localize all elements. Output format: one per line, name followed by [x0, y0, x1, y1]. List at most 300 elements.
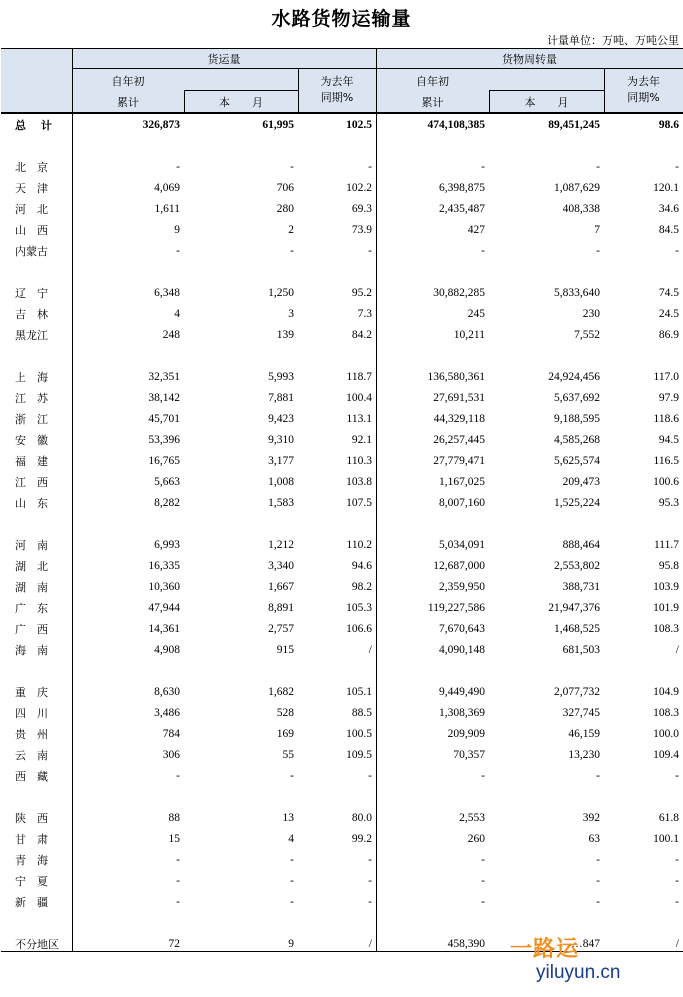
freight-month-cell: 4 — [288, 832, 294, 845]
region-name-cell: 广 西 — [15, 622, 48, 636]
freight-month-cell: 3,177 — [268, 454, 294, 467]
total-row — [1, 114, 683, 135]
turnover-yoy-cell: - — [675, 874, 679, 887]
turnover-yoy-cell: 100.1 — [653, 832, 679, 845]
freight-ytd-cell: 16,765 — [148, 454, 180, 467]
turnover-yoy-cell: 97.9 — [658, 391, 679, 404]
table-row — [1, 240, 683, 261]
freight-yoy-cell — [298, 660, 376, 681]
freight-month-cell: 1,250 — [268, 286, 294, 299]
turnover-ytd-cell: 4,090,148 — [439, 643, 485, 656]
region-name-cell — [1, 660, 72, 681]
turnover-yoy-cell: - — [675, 160, 679, 173]
freight-ytd-cell: - — [176, 244, 180, 257]
region-name-cell: 福 建 — [15, 454, 48, 468]
region-name-cell: 海 南 — [15, 643, 48, 657]
header-yoy-line1-turnover: 为去年 — [627, 75, 660, 88]
turnover-ytd-cell: 136,580,361 — [427, 370, 485, 383]
freight-yoy-cell: 92.1 — [351, 433, 372, 446]
turnover-month-cell: 21,947,376 — [548, 601, 600, 614]
turnover-month-cell: 7 — [594, 223, 600, 236]
freight-yoy-cell: 95.2 — [351, 286, 372, 299]
turnover-ytd-cell: 26,257,445 — [433, 433, 485, 446]
turnover-yoy-cell: 100.0 — [653, 727, 679, 740]
freight-yoy-cell: 69.3 — [351, 202, 372, 215]
table-row — [1, 387, 683, 408]
turnover-yoy-cell: 108.3 — [653, 622, 679, 635]
freight-ytd-cell: 16,335 — [148, 559, 180, 572]
turnover-yoy-cell: 103.9 — [653, 580, 679, 593]
turnover-yoy-cell: - — [675, 244, 679, 257]
turnover-ytd-cell: 427 — [467, 223, 485, 236]
freight-month-cell: - — [290, 769, 294, 782]
turnover-yoy-cell — [604, 513, 683, 534]
turnover-month-cell — [489, 660, 604, 681]
freight-month-cell — [184, 786, 298, 807]
turnover-month-cell: …847 — [571, 937, 600, 950]
table-row — [1, 408, 683, 429]
freight-ytd-cell — [72, 135, 184, 156]
spacer-row — [1, 135, 683, 156]
turnover-yoy-cell: - — [675, 769, 679, 782]
freight-ytd-cell: 6,348 — [154, 286, 180, 299]
turnover-month-cell — [489, 261, 604, 282]
turnover-ytd-cell — [376, 345, 489, 366]
region-name-cell: 山 东 — [15, 496, 48, 510]
turnover-yoy-cell — [604, 261, 683, 282]
region-name-cell: 云 南 — [15, 748, 48, 762]
turnover-yoy-cell: 116.5 — [653, 454, 679, 467]
freight-yoy-cell: 80.0 — [351, 811, 372, 824]
freight-month-cell — [184, 261, 298, 282]
turnover-ytd-cell — [376, 912, 489, 933]
region-name-cell: 四 川 — [15, 706, 48, 720]
table-row — [1, 807, 683, 828]
region-name-cell: 河 北 — [15, 202, 48, 216]
region-name-cell: 甘 肃 — [15, 832, 48, 846]
freight-ytd-cell — [72, 660, 184, 681]
turnover-ytd-cell: 9,449,490 — [439, 685, 485, 698]
region-name-cell: 湖 北 — [15, 559, 48, 573]
turnover-month-cell — [489, 786, 604, 807]
freight-yoy-cell — [298, 513, 376, 534]
spacer-row — [1, 912, 683, 933]
table-row — [1, 471, 683, 492]
freight-month-cell: - — [290, 895, 294, 908]
turnover-month-cell: 681,503 — [562, 643, 600, 656]
header-group-turnover: 货物周转量 — [502, 53, 557, 66]
freight-ytd-cell: 47,944 — [148, 601, 180, 614]
freight-yoy-cell: 105.1 — [346, 685, 372, 698]
turnover-yoy-cell: 84.5 — [658, 223, 679, 236]
turnover-month-cell: 888,464 — [562, 538, 600, 551]
turnover-month-cell: 24,924,456 — [548, 370, 600, 383]
freight-month-cell: 1,667 — [268, 580, 294, 593]
table-row — [1, 723, 683, 744]
region-name-cell: 广 东 — [15, 601, 48, 615]
turnover-month-cell: 46,159 — [568, 727, 600, 740]
freight-ytd-cell: 6,993 — [154, 538, 180, 551]
turnover-yoy-cell: 86.9 — [658, 328, 679, 341]
table-row — [1, 282, 683, 303]
turnover-ytd-cell: 458,390 — [447, 937, 485, 950]
table-row — [1, 870, 683, 891]
freight-month-cell: 1,008 — [268, 475, 294, 488]
freight-yoy-cell: 84.2 — [351, 328, 372, 341]
turnover-ytd-cell: 1,167,025 — [439, 475, 485, 488]
turnover-yoy-cell: 74.5 — [658, 286, 679, 299]
freight-yoy-cell: - — [368, 244, 372, 257]
freight-yoy-cell: / — [368, 643, 372, 656]
turnover-month-cell: 209,473 — [562, 475, 600, 488]
turnover-month-cell: 5,625,574 — [554, 454, 600, 467]
region-name-cell: 吉 林 — [15, 307, 48, 321]
turnover-yoy-cell: 95.8 — [658, 559, 679, 572]
freight-ytd-cell: 4 — [174, 307, 180, 320]
turnover-month-cell: 4,585,268 — [554, 433, 600, 446]
freight-ytd-cell: 14,361 — [148, 622, 180, 635]
header-yoy-line2: 同期% — [320, 91, 354, 104]
table-row — [1, 576, 683, 597]
table-row — [1, 366, 683, 387]
region-name-cell — [1, 135, 72, 156]
turnover-ytd-cell: - — [481, 895, 485, 908]
freight-yoy-cell: - — [368, 160, 372, 173]
turnover-month-cell: - — [596, 244, 600, 257]
turnover-month-cell: 408,338 — [562, 202, 600, 215]
freight-month-cell — [184, 912, 298, 933]
region-name-cell: 湖 南 — [15, 580, 48, 594]
region-name-cell: 江 西 — [15, 475, 48, 489]
freight-ytd-cell: 32,351 — [148, 370, 180, 383]
turnover-ytd-cell — [376, 261, 489, 282]
turnover-month-cell: - — [596, 895, 600, 908]
freight-ytd-cell: 10,360 — [148, 580, 180, 593]
freight-yoy-cell: - — [368, 853, 372, 866]
header-ytd-line1-turnover: 自年初 — [416, 75, 449, 88]
freight-ytd-cell: 5,663 — [154, 475, 180, 488]
turnover-ytd-cell: 7,670,643 — [439, 622, 485, 635]
freight-yoy-cell: 109.5 — [346, 748, 372, 761]
turnover-month-cell: 89,451,245 — [548, 118, 600, 131]
freight-yoy-cell: 102.5 — [346, 118, 372, 131]
turnover-yoy-cell: / — [675, 937, 679, 950]
freight-month-cell: 1,583 — [268, 496, 294, 509]
turnover-ytd-cell: 2,359,950 — [439, 580, 485, 593]
region-name-cell — [1, 912, 72, 933]
turnover-month-cell: 230 — [582, 307, 600, 320]
freight-ytd-cell: 9 — [174, 223, 180, 236]
region-name-cell: 内蒙古 — [15, 244, 48, 258]
turnover-ytd-cell — [376, 786, 489, 807]
freight-ytd-cell: - — [176, 769, 180, 782]
freight-yoy-cell: 94.6 — [351, 559, 372, 572]
table-row — [1, 891, 683, 912]
freight-month-cell: 55 — [282, 748, 294, 761]
freight-yoy-cell — [298, 912, 376, 933]
turnover-ytd-cell: 8,007,160 — [439, 496, 485, 509]
freight-month-cell: 9,423 — [268, 412, 294, 425]
freight-yoy-cell: 88.5 — [351, 706, 372, 719]
region-name-cell: 重 庆 — [15, 685, 48, 699]
region-name-cell: 黑龙江 — [15, 328, 48, 342]
turnover-ytd-cell: 12,687,000 — [433, 559, 485, 572]
freight-ytd-cell: 53,396 — [148, 433, 180, 446]
freight-ytd-cell: - — [176, 874, 180, 887]
table-row — [1, 303, 683, 324]
turnover-ytd-cell: 30,882,285 — [433, 286, 485, 299]
freight-yoy-cell: 118.7 — [346, 370, 372, 383]
turnover-month-cell: 1,087,629 — [554, 181, 600, 194]
freight-ytd-cell: 38,142 — [148, 391, 180, 404]
freight-month-cell: 13 — [282, 811, 294, 824]
freight-month-cell: 169 — [276, 727, 294, 740]
region-name-cell: 辽 宁 — [15, 286, 48, 300]
region-name-cell: 陕 西 — [15, 811, 48, 825]
turnover-yoy-cell: 117.0 — [653, 370, 679, 383]
freight-yoy-cell: 107.5 — [346, 496, 372, 509]
turnover-ytd-cell: 474,108,385 — [427, 118, 485, 131]
freight-yoy-cell: - — [368, 874, 372, 887]
turnover-month-cell — [489, 513, 604, 534]
header-ytd-line1: 自年初 — [111, 75, 145, 88]
page-title: 水路货物运输量 — [271, 8, 412, 30]
turnover-yoy-cell: 108.3 — [653, 706, 679, 719]
turnover-yoy-cell — [604, 345, 683, 366]
table-row — [1, 702, 683, 723]
turnover-month-cell: 2,077,732 — [554, 685, 600, 698]
freight-yoy-cell: - — [368, 895, 372, 908]
freight-month-cell: 7,881 — [268, 391, 294, 404]
freight-ytd-cell: 306 — [162, 748, 180, 761]
turnover-yoy-cell: 104.9 — [653, 685, 679, 698]
table-row — [1, 828, 683, 849]
region-name-cell: 西 藏 — [15, 769, 48, 783]
turnover-ytd-cell: - — [481, 874, 485, 887]
header-month: 本 月 — [219, 96, 263, 109]
table-row — [1, 555, 683, 576]
region-name-cell — [1, 261, 72, 282]
freight-ytd-cell — [72, 261, 184, 282]
turnover-ytd-cell: 2,435,487 — [439, 202, 485, 215]
freight-yoy-cell — [298, 786, 376, 807]
freight-yoy-cell — [298, 345, 376, 366]
region-name-cell: 山 西 — [15, 223, 48, 237]
table-row — [1, 765, 683, 786]
table-row — [1, 492, 683, 513]
freight-yoy-cell: 99.2 — [351, 832, 372, 845]
turnover-yoy-cell: 100.6 — [653, 475, 679, 488]
freight-month-cell — [184, 660, 298, 681]
turnover-yoy-cell: 111.7 — [653, 538, 679, 551]
turnover-ytd-cell: - — [481, 853, 485, 866]
table-row — [1, 639, 683, 660]
header-yoy-line1: 为去年 — [320, 75, 354, 88]
freight-yoy-cell: 7.3 — [357, 307, 372, 320]
table-row — [1, 534, 683, 555]
table-row — [1, 681, 683, 702]
header-ytd-line2: 累计 — [117, 96, 139, 109]
turnover-yoy-cell: 109.4 — [653, 748, 679, 761]
region-name-cell: 江 苏 — [15, 391, 48, 405]
turnover-month-cell: - — [596, 769, 600, 782]
freight-yoy-cell — [298, 261, 376, 282]
turnover-yoy-cell: / — [675, 643, 679, 656]
freight-yoy-cell: 105.3 — [346, 601, 372, 614]
freight-ytd-cell: 248 — [162, 328, 180, 341]
header-yoy-line2-turnover: 同期% — [627, 91, 660, 104]
turnover-yoy-cell — [604, 135, 683, 156]
freight-yoy-cell — [298, 135, 376, 156]
turnover-ytd-cell: 260 — [467, 832, 485, 845]
turnover-yoy-cell: 24.5 — [658, 307, 679, 320]
freight-ytd-cell: - — [176, 160, 180, 173]
region-name-cell: 河 南 — [15, 538, 48, 552]
turnover-month-cell: 1,468,525 — [554, 622, 600, 635]
header-month-turnover: 本 月 — [524, 96, 569, 109]
spacer-row — [1, 660, 683, 681]
turnover-month-cell: 13,230 — [568, 748, 600, 761]
turnover-month-cell: 7,552 — [574, 328, 600, 341]
freight-month-cell: 1,682 — [268, 685, 294, 698]
spacer-row — [1, 513, 683, 534]
freight-month-cell: 9,310 — [268, 433, 294, 446]
turnover-yoy-cell: 94.5 — [658, 433, 679, 446]
freight-month-cell: 280 — [276, 202, 294, 215]
turnover-month-cell: 327,745 — [562, 706, 600, 719]
header-group-freight-volume: 货运量 — [207, 53, 241, 66]
turnover-month-cell: - — [596, 160, 600, 173]
freight-month-cell: 3 — [288, 307, 294, 320]
table-row — [1, 177, 683, 198]
turnover-yoy-cell: 61.8 — [658, 811, 679, 824]
freight-yoy-cell: 100.4 — [346, 391, 372, 404]
turnover-yoy-cell: 98.6 — [658, 118, 679, 131]
freight-month-cell — [184, 135, 298, 156]
freight-month-cell: 706 — [276, 181, 294, 194]
turnover-month-cell: - — [596, 853, 600, 866]
turnover-month-cell: 1,525,224 — [554, 496, 600, 509]
freight-ytd-cell: 326,873 — [142, 118, 180, 131]
freight-month-cell: 5,993 — [268, 370, 294, 383]
watermark-url-text: yiluyun.cn — [536, 962, 621, 983]
turnover-ytd-cell: 70,357 — [453, 748, 485, 761]
turnover-ytd-cell: 119,227,586 — [427, 601, 485, 614]
freight-ytd-cell: - — [176, 853, 180, 866]
freight-ytd-cell: 784 — [162, 727, 180, 740]
turnover-ytd-cell: 6,398,875 — [439, 181, 485, 194]
table-row — [1, 744, 683, 765]
unit-note: 计量单位：万吨、万吨公里 — [547, 34, 679, 47]
freight-ytd-cell: - — [176, 895, 180, 908]
turnover-month-cell: 9,188,595 — [554, 412, 600, 425]
spacer-row — [1, 786, 683, 807]
turnover-ytd-cell — [376, 135, 489, 156]
freight-ytd-cell: 4,908 — [154, 643, 180, 656]
freight-ytd-cell: 4,069 — [154, 181, 180, 194]
region-name-cell — [1, 786, 72, 807]
table-row — [1, 324, 683, 345]
freight-yoy-cell: 113.1 — [346, 412, 372, 425]
freight-ytd-cell: 72 — [168, 937, 180, 950]
turnover-ytd-cell: 2,553 — [459, 811, 485, 824]
region-name-cell: 北 京 — [15, 160, 48, 174]
freight-ytd-cell — [72, 513, 184, 534]
freight-ytd-cell — [72, 786, 184, 807]
table-row — [1, 849, 683, 870]
freight-month-cell: 915 — [276, 643, 294, 656]
table-row — [1, 156, 683, 177]
region-name-cell: 安 徽 — [15, 433, 48, 447]
turnover-month-cell — [489, 345, 604, 366]
turnover-month-cell: 388,731 — [562, 580, 600, 593]
freight-ytd-cell: 3,486 — [154, 706, 180, 719]
region-name-cell: 上 海 — [15, 370, 48, 384]
turnover-ytd-cell: 27,691,531 — [433, 391, 485, 404]
data-table — [1, 114, 683, 954]
turnover-month-cell: 392 — [582, 811, 600, 824]
table-row — [1, 429, 683, 450]
turnover-ytd-cell: 1,308,369 — [439, 706, 485, 719]
table-row — [1, 450, 683, 471]
freight-month-cell: - — [290, 874, 294, 887]
freight-yoy-cell: 73.9 — [351, 223, 372, 236]
table-row — [1, 198, 683, 219]
freight-ytd-cell: 8,282 — [154, 496, 180, 509]
freight-yoy-cell: 110.3 — [346, 454, 372, 467]
freight-yoy-cell: 100.5 — [346, 727, 372, 740]
freight-month-cell: 8,891 — [268, 601, 294, 614]
freight-month-cell: 528 — [276, 706, 294, 719]
region-name-cell — [1, 345, 72, 366]
turnover-ytd-cell: 10,211 — [453, 328, 485, 341]
turnover-yoy-cell: 118.6 — [653, 412, 679, 425]
turnover-yoy-cell: - — [675, 895, 679, 908]
freight-yoy-cell: - — [368, 769, 372, 782]
freight-yoy-cell: / — [368, 937, 372, 950]
turnover-yoy-cell: - — [675, 853, 679, 866]
region-name-cell: 宁 夏 — [15, 874, 48, 888]
turnover-month-cell: 5,833,640 — [554, 286, 600, 299]
turnover-ytd-cell — [376, 513, 489, 534]
freight-month-cell: - — [290, 244, 294, 257]
freight-yoy-cell: 102.2 — [346, 181, 372, 194]
turnover-month-cell — [489, 912, 604, 933]
turnover-month-cell: 63 — [588, 832, 600, 845]
turnover-ytd-cell: 27,779,471 — [433, 454, 485, 467]
freight-month-cell: 139 — [276, 328, 294, 341]
turnover-ytd-cell — [376, 660, 489, 681]
turnover-yoy-cell: 95.3 — [658, 496, 679, 509]
freight-ytd-cell: 88 — [168, 811, 180, 824]
region-name-cell: 贵 州 — [15, 727, 48, 741]
turnover-ytd-cell: - — [481, 769, 485, 782]
region-name-cell: 浙 江 — [15, 412, 48, 426]
turnover-yoy-cell: 120.1 — [653, 181, 679, 194]
turnover-yoy-cell: 34.6 — [658, 202, 679, 215]
freight-month-cell — [184, 345, 298, 366]
turnover-month-cell: - — [596, 874, 600, 887]
freight-month-cell: 1,212 — [268, 538, 294, 551]
turnover-ytd-cell: 245 — [467, 307, 485, 320]
turnover-yoy-cell — [604, 660, 683, 681]
table-header — [1, 48, 683, 114]
turnover-ytd-cell: - — [481, 160, 485, 173]
freight-month-cell: - — [290, 160, 294, 173]
freight-yoy-cell: 98.2 — [351, 580, 372, 593]
freight-month-cell: - — [290, 853, 294, 866]
spacer-row — [1, 345, 683, 366]
